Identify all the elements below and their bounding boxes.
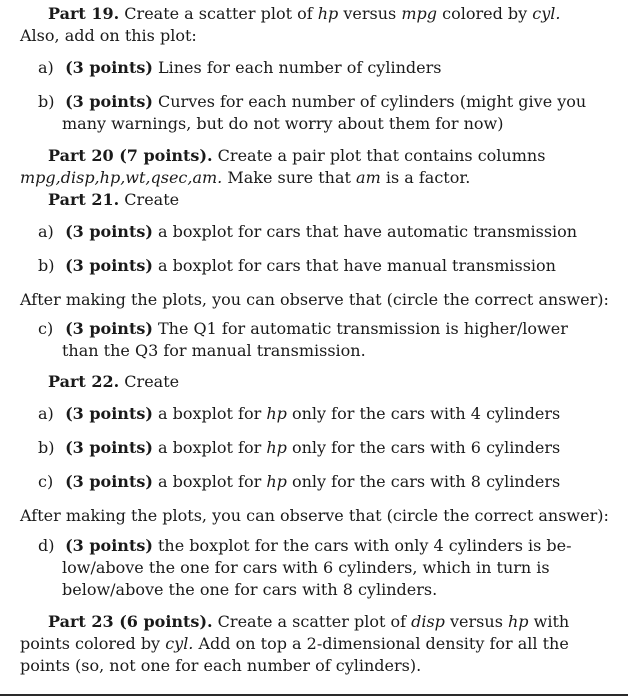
part21-header: Part 21. Create <box>48 190 180 209</box>
part19-title: Part 19. <box>48 4 120 23</box>
part22-item-b: b) (3 points) a boxplot for hp only for the cars with 6 cylinders <box>38 438 561 457</box>
part22-item-d-cont1: low/above the one for cars with 6 cylinders, which in turn is <box>62 558 550 577</box>
part22-item-d-cont2: below/above the one for cars with 8 cylinders. <box>62 580 438 599</box>
part19-line1: Part 19. Create a scatter plot of hp versus mpg colored by cyl. <box>48 4 561 23</box>
part20-title: Part 20 (7 points). <box>48 146 213 165</box>
part21-observe: After making the plots, you can observe that (circle the correct answer): <box>20 290 609 309</box>
part23-line1: Part 23 (6 points). Create a scatter plot of disp versus hp with <box>48 612 570 631</box>
part20-line2: mpg,disp,hp,wt,qsec,am. Make sure that am is a factor. <box>20 168 471 187</box>
part23-line2: points colored by cyl. Add on top a 2-dimensional density for all the <box>20 634 569 653</box>
part22-item-d: d) (3 points) the boxplot for the cars with only 4 cylinders is be- <box>38 536 572 555</box>
part22-item-a: a) (3 points) a boxplot for hp only for the cars with 4 cylinders <box>38 404 561 423</box>
part23-line3: points (so, not one for each number of cylinders). <box>20 656 422 675</box>
part21-item-c: c) (3 points) The Q1 for automatic transmission is higher/lower <box>38 319 568 338</box>
part22-item-c: c) (3 points) a boxplot for hp only for the cars with 8 cylinders <box>38 472 561 491</box>
bottom-divider <box>0 694 628 696</box>
part21-item-b: b) (3 points) a boxplot for cars that have manual transmission <box>38 256 556 275</box>
part22-header: Part 22. Create <box>48 372 180 391</box>
part22-observe: After making the plots, you can observe that (circle the correct answer): <box>20 506 609 525</box>
part19-item-a: a) (3 points) Lines for each number of cylinders <box>38 58 442 77</box>
part19-item-b: b) (3 points) Curves for each number of cylinders (might give you <box>38 92 587 111</box>
part23-title: Part 23 (6 points). <box>48 612 213 631</box>
part21-item-a: a) (3 points) a boxplot for cars that have automatic transmission <box>38 222 578 241</box>
part19-item-b-cont: many warnings, but do not worry about them for now) <box>62 114 504 133</box>
part19-line2: Also, add on this plot: <box>20 26 197 45</box>
part21-item-c-cont: than the Q3 for manual transmission. <box>62 341 366 360</box>
part22-title: Part 22. <box>48 372 120 391</box>
part20-line1: Part 20 (7 points). Create a pair plot that contains columns <box>48 146 546 165</box>
part21-title: Part 21. <box>48 190 120 209</box>
